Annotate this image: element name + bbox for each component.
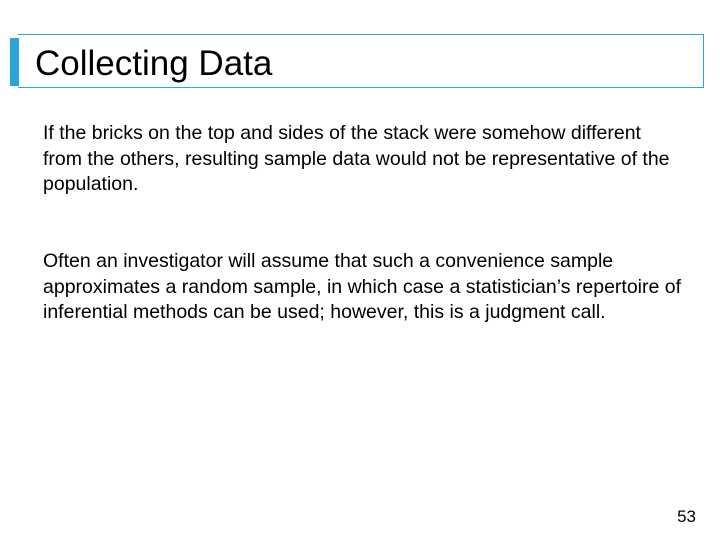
body-paragraph-1: If the bricks on the top and sides of the stack were somehow different from the others, resulting sample data would not be representative of the population. xyxy=(43,122,670,195)
body-paragraph-2: Often an investigator will assume that such a convenience sample approximates a random sample, in which case a statistician’s repertoire of inferential methods can be used; however, this is a judgment call. xyxy=(43,250,682,323)
title-accent-bar xyxy=(10,38,19,86)
slide-title: Collecting Data xyxy=(35,44,273,83)
page-number: 53 xyxy=(677,507,696,526)
